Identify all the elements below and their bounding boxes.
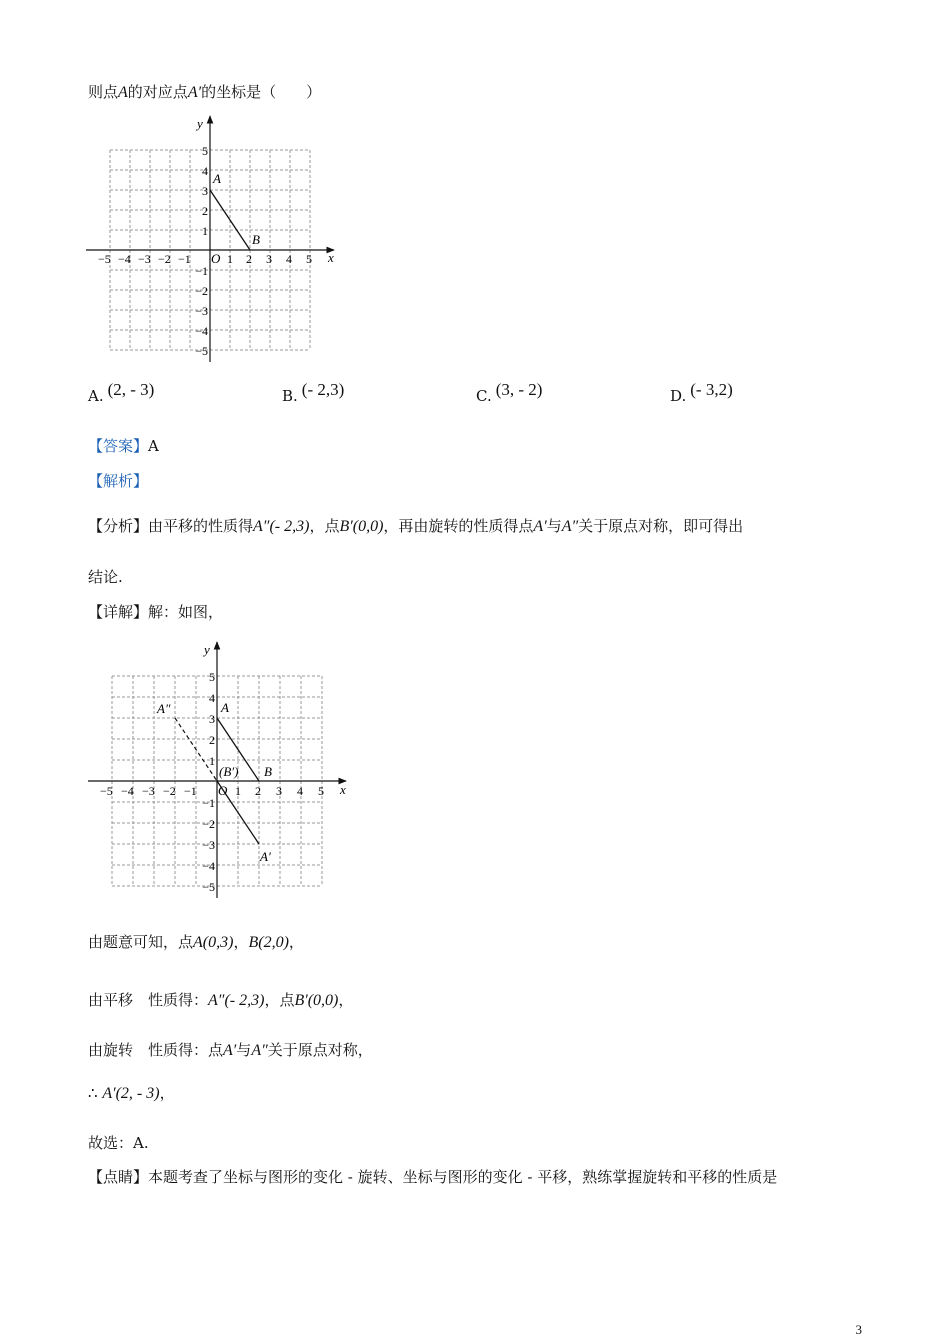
- svg-text:−2: −2: [163, 784, 176, 798]
- svg-text:3: 3: [209, 712, 215, 726]
- svg-text:−1: −1: [202, 796, 215, 810]
- svg-text:5: 5: [306, 252, 312, 266]
- step-1-point-b: B(2,0): [248, 934, 289, 951]
- svg-text:−1: −1: [195, 264, 208, 278]
- svg-text:−4: −4: [202, 859, 215, 873]
- svg-text:−2: −2: [158, 252, 171, 266]
- svg-text:4: 4: [286, 252, 292, 266]
- svg-text:1: 1: [209, 754, 215, 768]
- svg-text:−4: −4: [195, 324, 208, 338]
- option-d-letter: D.: [670, 387, 687, 405]
- y-axis-label: y: [204, 642, 210, 657]
- step-5: 故选：A.: [88, 1134, 149, 1152]
- answer-line: [88, 436, 159, 456]
- point-a-dprime-label: A″: [157, 701, 171, 716]
- svg-text:3: 3: [276, 784, 282, 798]
- question-mid: 的对应点: [127, 83, 188, 101]
- svg-text:4: 4: [202, 164, 208, 178]
- svg-text:5: 5: [202, 144, 208, 158]
- step-4: ∴ A′(2, - 3)，: [88, 1084, 175, 1102]
- analysis-a-dprime: A″(- 2,3): [253, 518, 310, 535]
- option-b-letter: B.: [282, 387, 298, 405]
- therefore-symbol: ∴: [88, 1084, 98, 1102]
- option-c[interactable]: [476, 380, 543, 406]
- page-number: 3: [855, 1322, 862, 1337]
- svg-text:4: 4: [297, 784, 303, 798]
- svg-text:−3: −3: [195, 304, 208, 318]
- svg-text:−3: −3: [138, 252, 151, 266]
- step-1-point-a: A(0,3): [193, 934, 234, 951]
- option-c-value: (3, - 2): [495, 380, 543, 399]
- x-axis-label: x: [340, 782, 346, 797]
- svg-text:−1: −1: [178, 252, 191, 266]
- option-a-value: (2, - 3): [107, 380, 155, 399]
- svg-text:4: 4: [209, 691, 215, 705]
- svg-text:2: 2: [209, 733, 215, 747]
- dianjing-line: [88, 1167, 777, 1187]
- point-b-prime-label: (B′): [219, 764, 239, 779]
- svg-text:1: 1: [227, 252, 233, 266]
- analysis-b-prime: B′(0,0): [339, 518, 384, 535]
- step-2: 由平移 性质得：A″(- 2,3)，点B′(0,0)，: [88, 991, 354, 1009]
- option-b[interactable]: [282, 380, 345, 406]
- x-axis-label: x: [328, 250, 334, 265]
- svg-text:−5: −5: [195, 344, 208, 358]
- y-axis-label: y: [197, 116, 203, 131]
- jiexi-tag: 【解析】: [88, 472, 149, 490]
- y-tick-labels: [195, 144, 208, 358]
- origin-label: O: [211, 251, 221, 266]
- svg-text:−5: −5: [100, 784, 113, 798]
- svg-text:3: 3: [266, 252, 272, 266]
- option-c-letter: C.: [476, 387, 492, 405]
- question-text: [88, 82, 321, 103]
- svg-text:−4: −4: [118, 252, 131, 266]
- svg-text:−5: −5: [202, 880, 215, 894]
- svg-text:−2: −2: [202, 817, 215, 831]
- svg-text:−5: −5: [98, 252, 111, 266]
- dianjing-text: 本题考查了坐标与图形的变化 - 旋转、坐标与图形的变化 - 平移，熟练掌握旋转和平移的性质是: [148, 1168, 778, 1186]
- question-pre: 则点: [88, 83, 119, 101]
- question-post: 的坐标是（ ）: [201, 83, 322, 101]
- svg-text:−3: −3: [202, 838, 215, 852]
- option-a[interactable]: [88, 380, 155, 406]
- option-d-value: (- 3,2): [690, 380, 733, 399]
- step-2-point-a-dprime: A″(- 2,3): [208, 992, 265, 1009]
- svg-text:−1: −1: [184, 784, 197, 798]
- svg-text:1: 1: [235, 784, 241, 798]
- step-1: 由题意可知，点A(0,3)，B(2,0)，: [88, 933, 304, 951]
- detail-line: [88, 602, 223, 622]
- y-tick-labels: [202, 670, 215, 894]
- svg-text:3: 3: [202, 184, 208, 198]
- step-4-result: A′(2, - 3): [102, 1085, 160, 1102]
- question-point-a-prime: A′: [187, 84, 202, 101]
- svg-text:5: 5: [209, 670, 215, 684]
- point-b-label: B: [264, 764, 272, 779]
- svg-text:5: 5: [318, 784, 324, 798]
- step-3: 由旋转 性质得：点A′与A″关于原点对称，: [88, 1041, 373, 1059]
- svg-text:−2: −2: [195, 284, 208, 298]
- answer-tag: 【答案】: [88, 437, 149, 455]
- coordinate-graph-1: [82, 110, 352, 370]
- question-point-a: A: [118, 84, 128, 101]
- option-a-letter: A.: [88, 387, 104, 405]
- analysis-tag: 【分析】: [88, 517, 149, 535]
- option-d[interactable]: [670, 380, 733, 406]
- svg-text:1: 1: [202, 224, 208, 238]
- svg-text:2: 2: [246, 252, 252, 266]
- point-b-label: B: [252, 232, 260, 247]
- jiexi-line: [88, 471, 148, 491]
- coordinate-graph-2: [84, 636, 364, 902]
- dianjing-tag: 【点睛】: [88, 1168, 149, 1186]
- origin-label: O: [218, 783, 228, 798]
- answer-value: A: [148, 437, 159, 455]
- detail-text: 解：如图，: [148, 603, 224, 621]
- option-b-value: (- 2,3): [301, 380, 345, 399]
- analysis-line: 【分析】由平移的性质得A″(- 2,3)，点B′(0,0)，再由旋转的性质得点A′与A″关于原点对称，即可得出: [88, 517, 744, 535]
- svg-text:−3: −3: [142, 784, 155, 798]
- svg-text:2: 2: [255, 784, 261, 798]
- analysis-line-2: 结论.: [88, 568, 123, 586]
- svg-text:−4: −4: [121, 784, 134, 798]
- point-a-label: A: [221, 700, 229, 715]
- step-2-point-b-prime: B′(0,0): [294, 992, 339, 1009]
- detail-tag: 【详解】: [88, 603, 149, 621]
- svg-text:2: 2: [202, 204, 208, 218]
- point-a-prime-label: A′: [260, 849, 271, 864]
- point-a-label: A: [213, 171, 221, 186]
